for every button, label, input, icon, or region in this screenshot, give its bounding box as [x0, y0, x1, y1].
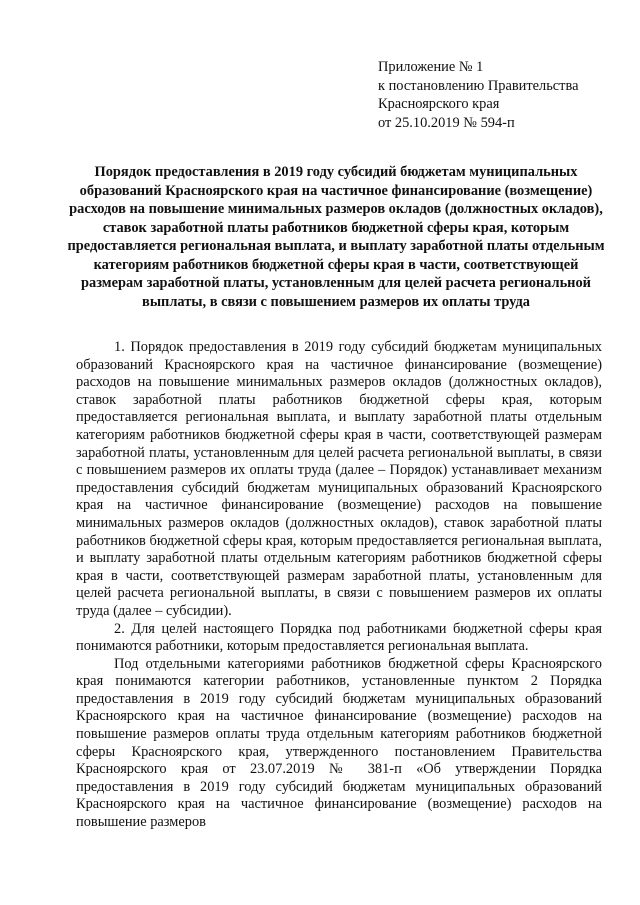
appendix-region: Красноярского края: [378, 96, 500, 112]
appendix-header: [378, 58, 628, 132]
appendix-number: Приложение № 1: [378, 59, 484, 75]
document-body: [76, 339, 602, 832]
paragraph-2: 2. Для целей настоящего Порядка под работниками бюджетной сферы края понимаются работники, которым предоставляется региональная выплата.: [76, 620, 602, 655]
paragraph-1: 1. Порядок предоставления в 2019 году субсидий бюджетам муниципальных образований Красноярского края на частичное финансирование (возмещение) расходов на повышение минимальных размеров окладов (должностных окладов), ставок заработной платы работников бюджетной сферы края, которым предоставляется региональная выплата, и выплату заработной платы отдельным категориям работников бюджетной сферы края в части, соответствующей размерам заработной платы, установленным для целей расчета региональной выплаты, в связи с повышением размеров их оплаты труда (далее – Порядок) устанавливает механизм предоставления субсидий бюджетам муниципальных образований Красноярского края на частичное финансирование (возмещение) расходов на повышение минимальных размеров окладов (должностных окладов), ставок заработной платы работников бюджетной сферы края, которым предоставляется региональная выплата, и выплату заработной платы отдельным категориям работников бюджетной сферы края в части, соответствующей размерам заработной платы, установленным для целей расчета региональной выплаты, в связи с повышением размеров их оплаты труда (далее – субсидии).: [76, 339, 602, 619]
paragraph-3: Под отдельными категориями работников бюджетной сферы Красноярского края понимаются категории работников, установленные пунктом 2 Порядка предоставления в 2019 году субсидий бюджетам муниципальных образований Красноярского края на частичное финансирование (возмещение) расходов на повышение размеров оплаты труда отдельным категориям работников бюджетной сферы Красноярского края, утвержденного постановлением Правительства Красноярского края от 23.07.2019 № 381-п «Об утверждении Порядка предоставления в 2019 году субсидий бюджетам муниципальных образований Красноярского края на частичное финансирование (возмещение) расходов на повышение размеров: [76, 655, 602, 831]
appendix-reference: к постановлению Правительства: [378, 77, 579, 94]
appendix-date: от 25.10.2019 № 594-п: [378, 114, 515, 131]
document-title: Порядок предоставления в 2019 году субсидий бюджетам муниципальных образований Красноярского края на частичное финансирование (возмещение) расходов на повышение минимальных размеров окладов (должностных окладов), ставок заработной платы работников бюджетной сферы края, которым предоставляется региональная выплата, и выплату заработной платы отдельным категориям работников бюджетной сферы края в части, соответствующей размерам заработной платы, установленным для целей расчета региональной выплаты, в связи с повышением размеров их оплаты труда: [67, 164, 605, 310]
